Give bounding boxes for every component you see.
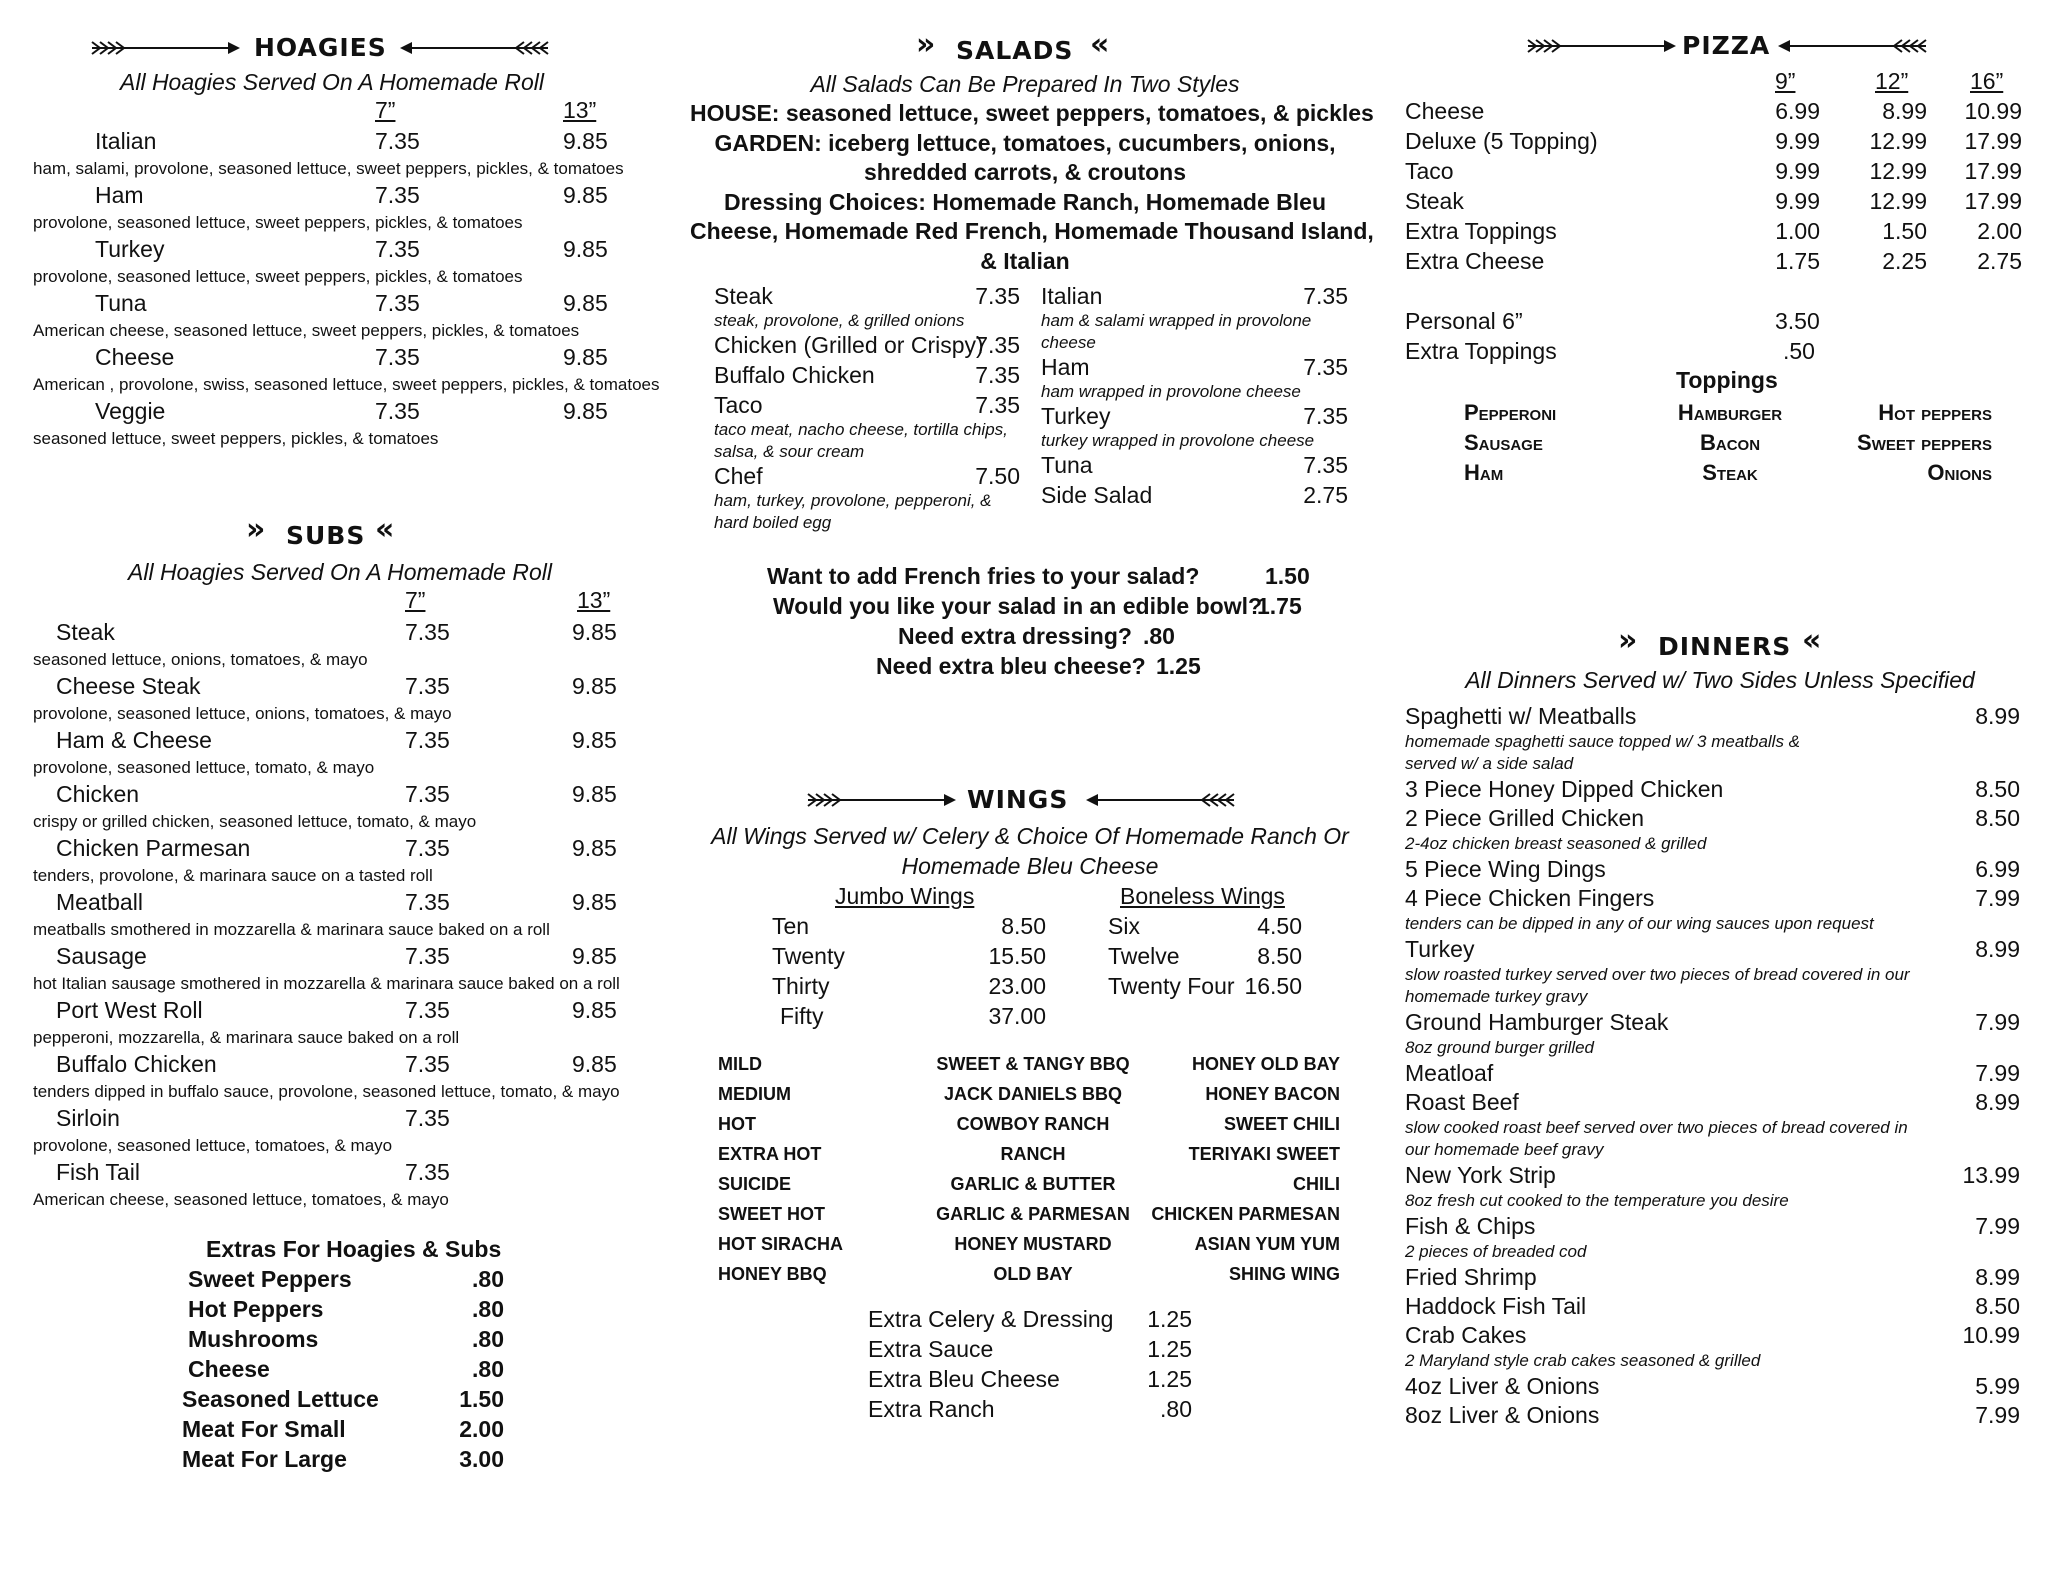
dinner-price: 7.99: [1975, 1009, 2020, 1035]
wing-price: 8.50: [1257, 943, 1302, 969]
pizza-price: 8.99: [1882, 98, 1927, 124]
pizza-name: Extra Cheese: [1405, 248, 1545, 274]
item-description: provolone, seasoned lettuce, onions, tomatoes, & mayo: [33, 704, 452, 723]
addon-price: 1.50: [1265, 563, 1310, 589]
salad-name: Chef: [714, 463, 763, 489]
dinners-subtitle: All Dinners Served w/ Two Sides Unless Specified: [1465, 667, 1975, 693]
menu-item-name: Ham & Cheese: [56, 727, 212, 753]
dinner-name: 4 Piece Chicken Fingers: [1405, 885, 1655, 911]
chevron-right-icon: »: [1618, 623, 1638, 658]
garden-style: GARDEN: iceberg lettuce, tomatoes, cucumbers, onions,: [714, 130, 1336, 156]
garden-style-cont: shredded carrots, & croutons: [863, 159, 1187, 185]
wing-count: Six: [1108, 913, 1140, 939]
pizza-name: Personal 6”: [1405, 308, 1523, 334]
wing-flavor: CHILI: [1293, 1174, 1340, 1194]
menu-item-name: Port West Roll: [56, 997, 203, 1023]
wing-flavor: SWEET HOT: [718, 1204, 825, 1224]
toppings-title: Toppings: [1676, 367, 1778, 393]
dinner-name: Ground Hamburger Steak: [1405, 1009, 1669, 1035]
pizza-price: .50: [1783, 338, 1815, 364]
menu-item-name: Steak: [56, 619, 115, 645]
price-large: 9.85: [563, 344, 608, 370]
wing-flavor: HONEY MUSTARD: [954, 1234, 1112, 1254]
item-description: tenders dipped in buffalo sauce, provolone, seasoned lettuce, tomato, & mayo: [33, 1082, 620, 1101]
wing-flavor: RANCH: [1000, 1144, 1066, 1164]
dinner-name: 5 Piece Wing Dings: [1405, 856, 1606, 882]
topping: Onions: [1927, 460, 1992, 485]
wing-flavor: OLD BAY: [993, 1264, 1073, 1284]
extra-name: Cheese: [188, 1356, 270, 1382]
wing-flavor: GARLIC & BUTTER: [950, 1174, 1116, 1194]
pizza-price: 12.99: [1869, 158, 1927, 184]
pizza-price: 17.99: [1964, 158, 2022, 184]
dressing-choices-cont: & Italian: [980, 248, 1070, 274]
pizza-name: Cheese: [1405, 98, 1485, 124]
topping: Pepperoni: [1464, 400, 1557, 425]
size-header: 13”: [577, 587, 611, 613]
dinner-description: 2 Maryland style crab cakes seasoned & grilled: [1405, 1351, 1761, 1370]
wing-count: Twenty: [772, 943, 845, 969]
salad-name: Turkey: [1041, 403, 1111, 429]
wing-count: Thirty: [772, 973, 830, 999]
price-small: 7.35: [375, 182, 420, 208]
dinner-description: homemade spaghetti sauce topped w/ 3 meatballs &: [1405, 732, 1801, 751]
dinner-price: 6.99: [1975, 856, 2020, 882]
price-small: 7.35: [405, 673, 450, 699]
price-small: 7.35: [405, 1051, 450, 1077]
pizza-name: Deluxe (5 Topping): [1405, 128, 1598, 154]
wing-flavor: HOT: [718, 1114, 756, 1134]
addon-question: Want to add French fries to your salad?: [767, 563, 1200, 589]
wing-extra-price: 1.25: [1147, 1336, 1192, 1362]
topping: Ham: [1464, 460, 1504, 485]
topping: Sausage: [1464, 430, 1543, 455]
wing-price: 37.00: [988, 1003, 1046, 1029]
dinner-description: 8oz fresh cut cooked to the temperature you desire: [1405, 1191, 1789, 1210]
item-description: seasoned lettuce, sweet peppers, pickles, & tomatoes: [33, 429, 439, 448]
dinner-description: tenders can be dipped in any of our wing sauces upon request: [1405, 914, 1874, 933]
pizza-name: Extra Toppings: [1405, 218, 1557, 244]
dinner-name: Meatloaf: [1405, 1060, 1494, 1086]
salad-price: 7.35: [1303, 403, 1348, 429]
price-large: 9.85: [572, 889, 617, 915]
pizza-price: 12.99: [1869, 128, 1927, 154]
pizza-title: PIZZA: [1682, 31, 1771, 60]
pizza-name: Taco: [1405, 158, 1454, 184]
dinner-name: 4oz Liver & Onions: [1405, 1373, 1600, 1399]
wing-flavor: TERIYAKI SWEET: [1188, 1144, 1340, 1164]
price-small: 7.35: [375, 290, 420, 316]
pizza-name: Steak: [1405, 188, 1464, 214]
dinner-price: 8.50: [1975, 805, 2020, 831]
pizza-price: 3.50: [1775, 308, 1820, 334]
salad-description: ham, turkey, provolone, pepperoni, &: [714, 491, 992, 510]
pizza-price: 9.99: [1775, 188, 1820, 214]
extra-price: 1.50: [459, 1386, 504, 1412]
topping: Hot peppers: [1878, 400, 1992, 425]
wing-flavor: COWBOY RANCH: [956, 1114, 1110, 1134]
menu-item-name: Sausage: [56, 943, 147, 969]
wing-flavor: SWEET & TANGY BBQ: [936, 1054, 1130, 1074]
salad-name: Side Salad: [1041, 482, 1153, 508]
menu-item-name: Turkey: [95, 236, 165, 262]
price-large: 9.85: [572, 943, 617, 969]
extra-name: Hot Peppers: [188, 1296, 324, 1322]
extra-price: .80: [472, 1266, 504, 1292]
dinner-price: 7.99: [1975, 1213, 2020, 1239]
pizza-price: 6.99: [1775, 98, 1820, 124]
price-large: 9.85: [563, 398, 608, 424]
price-small: 7.35: [405, 1159, 450, 1185]
salad-description: ham & salami wrapped in provolone: [1041, 311, 1312, 330]
price-large: 9.85: [563, 236, 608, 262]
item-description: ham, salami, provolone, seasoned lettuce, sweet peppers, pickles, & tomatoes: [33, 159, 624, 178]
extra-price: .80: [472, 1356, 504, 1382]
salad-price: 7.50: [975, 463, 1020, 489]
dinner-name: 8oz Liver & Onions: [1405, 1402, 1600, 1428]
item-description: American cheese, seasoned lettuce, tomatoes, & mayo: [33, 1190, 449, 1209]
chevron-right-icon: »: [246, 512, 266, 547]
wing-flavor: SUICIDE: [718, 1174, 792, 1194]
dinner-price: 7.99: [1975, 885, 2020, 911]
salad-price: 7.35: [975, 392, 1020, 418]
dinner-description: 8oz ground burger grilled: [1405, 1038, 1595, 1057]
dinner-name: Roast Beef: [1405, 1089, 1519, 1115]
salad-name: Ham: [1041, 354, 1090, 380]
menu-item-name: Veggie: [95, 398, 166, 424]
dinner-name: Haddock Fish Tail: [1405, 1293, 1587, 1319]
topping: Bacon: [1699, 430, 1761, 455]
wings-subtitle-cont: Homemade Bleu Cheese: [901, 853, 1159, 879]
price-large: 9.85: [572, 997, 617, 1023]
item-description: provolone, seasoned lettuce, sweet peppers, pickles, & tomatoes: [33, 213, 523, 232]
size-header: 7”: [375, 97, 396, 123]
salad-name: Chicken (Grilled or Crispy): [714, 332, 984, 358]
pizza-price: 2.00: [1977, 218, 2022, 244]
addon-question: Need extra dressing?: [898, 623, 1132, 649]
item-description: seasoned lettuce, onions, tomatoes, & mayo: [33, 650, 368, 669]
price-small: 7.35: [375, 236, 420, 262]
dinner-description: our homemade beef gravy: [1405, 1140, 1604, 1159]
price-small: 7.35: [405, 727, 450, 753]
price-small: 7.35: [405, 889, 450, 915]
dinner-description: served w/ a side salad: [1405, 754, 1574, 773]
extra-price: .80: [472, 1296, 504, 1322]
dinner-name: Crab Cakes: [1405, 1322, 1527, 1348]
salad-description: turkey wrapped in provolone cheese: [1041, 431, 1315, 450]
dinner-price: 8.99: [1975, 1264, 2020, 1290]
size-header: 7”: [405, 587, 426, 613]
salads-subtitle: All Salads Can Be Prepared In Two Styles: [810, 71, 1240, 97]
arrow-left-icon: [400, 38, 555, 58]
price-large: 9.85: [572, 673, 617, 699]
dinner-description: 2 pieces of breaded cod: [1405, 1242, 1587, 1261]
extra-name: Mushrooms: [188, 1326, 319, 1352]
menu-item-name: Fish Tail: [56, 1159, 140, 1185]
item-description: American cheese, seasoned lettuce, sweet peppers, pickles, & tomatoes: [33, 321, 580, 340]
pizza-price: 1.00: [1775, 218, 1820, 244]
wings-title: WINGS: [967, 785, 1069, 814]
salad-name: Buffalo Chicken: [714, 362, 875, 388]
wing-price: 16.50: [1244, 973, 1302, 999]
wing-count: Twenty Four: [1108, 973, 1235, 999]
pizza-price: 1.75: [1775, 248, 1820, 274]
price-small: 7.35: [375, 344, 420, 370]
price-large: 9.85: [563, 290, 608, 316]
chevron-left-icon: «: [375, 512, 395, 547]
wing-count: Fifty: [780, 1003, 824, 1029]
price-large: 9.85: [572, 781, 617, 807]
pizza-price: 2.75: [1977, 248, 2022, 274]
dinner-price: 7.99: [1975, 1402, 2020, 1428]
wing-extra-name: Extra Celery & Dressing: [868, 1306, 1114, 1332]
hoagies-title: HOAGIES: [254, 33, 387, 62]
extra-name: Sweet Peppers: [188, 1266, 352, 1292]
dinner-price: 8.99: [1975, 703, 2020, 729]
jumbo-wings-header: Jumbo Wings: [835, 883, 975, 909]
dinner-description: slow cooked roast beef served over two pieces of bread covered in: [1405, 1118, 1908, 1137]
dinner-name: Fish & Chips: [1405, 1213, 1536, 1239]
price-small: 7.35: [405, 997, 450, 1023]
hoagies-subtitle: All Hoagies Served On A Homemade Roll: [120, 69, 544, 95]
salad-name: Steak: [714, 283, 773, 309]
price-small: 7.35: [405, 781, 450, 807]
extra-name: Meat For Small: [182, 1416, 346, 1442]
extra-name: Seasoned Lettuce: [182, 1386, 379, 1412]
salad-name: Taco: [714, 392, 763, 418]
wing-flavor: SWEET CHILI: [1224, 1114, 1340, 1134]
salad-price: 7.35: [975, 332, 1020, 358]
pizza-price: 9.99: [1775, 158, 1820, 184]
dinner-price: 8.99: [1975, 936, 2020, 962]
size-header: 12”: [1875, 68, 1909, 94]
item-description: hot Italian sausage smothered in mozzarella & marinara sauce baked on a roll: [33, 974, 620, 993]
price-small: 7.35: [405, 1105, 450, 1131]
subs-subtitle: All Hoagies Served On A Homemade Roll: [128, 559, 552, 585]
arrow-right-icon: [1524, 36, 1679, 56]
price-large: 9.85: [572, 835, 617, 861]
size-header: 16”: [1970, 68, 2004, 94]
dinner-name: 2 Piece Grilled Chicken: [1405, 805, 1645, 831]
item-description: pepperoni, mozzarella, & marinara sauce baked on a roll: [33, 1028, 460, 1047]
item-description: provolone, seasoned lettuce, tomato, & mayo: [33, 758, 375, 777]
extra-price: .80: [472, 1326, 504, 1352]
extras-title: Extras For Hoagies & Subs: [206, 1236, 502, 1262]
menu-item-name: Italian: [95, 128, 157, 154]
pizza-price: 9.99: [1775, 128, 1820, 154]
salad-description: ham wrapped in provolone cheese: [1041, 382, 1301, 401]
topping: Steak: [1702, 460, 1758, 485]
pizza-price: 2.25: [1882, 248, 1927, 274]
price-large: 9.85: [563, 182, 608, 208]
wing-flavor: HOT SIRACHA: [718, 1234, 843, 1254]
salad-description: cheese: [1041, 333, 1096, 352]
item-description: meatballs smothered in mozzarella & marinara sauce baked on a roll: [33, 920, 550, 939]
dinners-title: DINNERS: [1658, 632, 1792, 661]
chevron-left-icon: «: [1090, 27, 1110, 62]
extra-name: Meat For Large: [182, 1446, 347, 1472]
menu-item-name: Buffalo Chicken: [56, 1051, 217, 1077]
price-large: 9.85: [572, 619, 617, 645]
dinner-price: 7.99: [1975, 1060, 2020, 1086]
extra-price: 2.00: [459, 1416, 504, 1442]
chevron-left-icon: «: [1802, 623, 1822, 658]
wing-extra-name: Extra Sauce: [868, 1336, 994, 1362]
addon-question: Would you like your salad in an edible bowl?: [773, 593, 1263, 619]
arrow-left-icon: [1086, 790, 1241, 810]
arrow-left-icon: [1778, 36, 1933, 56]
salad-price: 7.35: [1303, 354, 1348, 380]
menu-item-name: Sirloin: [56, 1105, 120, 1131]
addon-price: .80: [1143, 623, 1175, 649]
subs-title: SUBS: [286, 521, 366, 550]
menu-item-name: Cheese Steak: [56, 673, 201, 699]
dinner-price: 10.99: [1962, 1322, 2020, 1348]
price-small: 7.35: [405, 619, 450, 645]
dinner-name: Fried Shrimp: [1405, 1264, 1537, 1290]
wing-flavor: HONEY BBQ: [718, 1264, 827, 1284]
dinner-price: 8.50: [1975, 1293, 2020, 1319]
addon-question: Need extra bleu cheese?: [876, 653, 1146, 679]
dinner-description: homemade turkey gravy: [1405, 987, 1588, 1006]
wing-price: 15.50: [988, 943, 1046, 969]
wing-flavor: CHICKEN PARMESAN: [1151, 1204, 1340, 1224]
arrow-right-icon: [88, 38, 243, 58]
dinner-name: New York Strip: [1405, 1162, 1556, 1188]
item-description: American , provolone, swiss, seasoned lettuce, sweet peppers, pickles, & tomatoes: [33, 375, 660, 394]
wing-flavor: HONEY BACON: [1205, 1084, 1340, 1104]
size-header: 13”: [563, 97, 597, 123]
salad-description: hard boiled egg: [714, 513, 832, 532]
size-header: 9”: [1775, 68, 1796, 94]
wing-extra-price: 1.25: [1147, 1306, 1192, 1332]
dinner-price: 8.50: [1975, 776, 2020, 802]
wing-flavor: JACK DANIELS BBQ: [943, 1084, 1122, 1104]
salad-description: salsa, & sour cream: [714, 442, 865, 461]
pizza-price: 17.99: [1964, 128, 2022, 154]
menu-item-name: Tuna: [95, 290, 147, 316]
addon-price: 1.25: [1156, 653, 1201, 679]
dinner-price: 5.99: [1975, 1373, 2020, 1399]
salad-price: 7.35: [975, 283, 1020, 309]
item-description: provolone, seasoned lettuce, sweet peppers, pickles, & tomatoes: [33, 267, 523, 286]
wing-extra-name: Extra Bleu Cheese: [868, 1366, 1060, 1392]
dressing-choices: Dressing Choices: Homemade Ranch, Homemade Bleu: [724, 189, 1326, 215]
dressing-choices-cont: Cheese, Homemade Red French, Homemade Thousand Island,: [690, 218, 1374, 244]
salad-name: Italian: [1041, 283, 1103, 309]
salad-name: Tuna: [1041, 452, 1093, 478]
dinner-name: Spaghetti w/ Meatballs: [1405, 703, 1637, 729]
wing-flavor: EXTRA HOT: [718, 1144, 822, 1164]
wing-extra-price: 1.25: [1147, 1366, 1192, 1392]
arrow-right-icon: [804, 790, 959, 810]
menu-item-name: Chicken Parmesan: [56, 835, 251, 861]
pizza-price: 10.99: [1964, 98, 2022, 124]
dinner-price: 13.99: [1962, 1162, 2020, 1188]
pizza-price: 1.50: [1882, 218, 1927, 244]
salad-price: 7.35: [1303, 283, 1348, 309]
wing-flavor: HONEY OLD BAY: [1191, 1054, 1340, 1074]
price-small: 7.35: [405, 835, 450, 861]
wing-extra-price: .80: [1160, 1396, 1192, 1422]
wings-subtitle: All Wings Served w/ Celery & Choice Of Homemade Ranch Or: [711, 823, 1349, 849]
wing-extra-name: Extra Ranch: [868, 1396, 995, 1422]
price-large: 9.85: [572, 727, 617, 753]
menu-item-name: Chicken: [56, 781, 140, 807]
wing-price: 8.50: [1001, 913, 1046, 939]
salad-description: taco meat, nacho cheese, tortilla chips,: [714, 420, 1008, 439]
wing-price: 4.50: [1257, 913, 1302, 939]
boneless-wings-header: Boneless Wings: [1120, 883, 1285, 909]
addon-price: 1.75: [1257, 593, 1302, 619]
wing-flavor: MILD: [718, 1054, 762, 1074]
wing-count: Twelve: [1108, 943, 1180, 969]
wing-flavor: GARLIC & PARMESAN: [936, 1204, 1130, 1224]
menu-item-name: Meatball: [56, 889, 143, 915]
house-style: HOUSE: seasoned lettuce, sweet peppers, tomatoes, & pickles: [690, 100, 1374, 126]
price-small: 7.35: [375, 398, 420, 424]
salad-price: 7.35: [975, 362, 1020, 388]
salad-price: 2.75: [1303, 482, 1348, 508]
price-small: 7.35: [375, 128, 420, 154]
dinner-name: 3 Piece Honey Dipped Chicken: [1405, 776, 1724, 802]
dinner-price: 8.99: [1975, 1089, 2020, 1115]
dinner-description: 2-4oz chicken breast seasoned & grilled: [1405, 834, 1707, 853]
item-description: provolone, seasoned lettuce, tomatoes, & mayo: [33, 1136, 393, 1155]
topping: Sweet peppers: [1857, 430, 1992, 455]
item-description: crispy or grilled chicken, seasoned lettuce, tomato, & mayo: [33, 812, 477, 831]
topping: Hamburger: [1677, 400, 1783, 425]
dinner-description: slow roasted turkey served over two pieces of bread covered in our: [1405, 965, 1910, 984]
price-large: 9.85: [563, 128, 608, 154]
pizza-price: 17.99: [1964, 188, 2022, 214]
wing-price: 23.00: [988, 973, 1046, 999]
pizza-name: Extra Toppings: [1405, 338, 1557, 364]
item-description: tenders, provolone, & marinara sauce on a tasted roll: [33, 866, 433, 885]
wing-flavor: SHING WING: [1229, 1264, 1340, 1284]
salad-description: steak, provolone, & grilled onions: [714, 311, 965, 330]
menu-item-name: Cheese: [95, 344, 175, 370]
price-large: 9.85: [572, 1051, 617, 1077]
salad-price: 7.35: [1303, 452, 1348, 478]
dinner-name: Turkey: [1405, 936, 1475, 962]
extra-price: 3.00: [459, 1446, 504, 1472]
price-small: 7.35: [405, 943, 450, 969]
wing-flavor: ASIAN YUM YUM: [1194, 1234, 1340, 1254]
menu-item-name: Ham: [95, 182, 144, 208]
chevron-right-icon: »: [916, 27, 936, 62]
wing-flavor: MEDIUM: [718, 1084, 791, 1104]
wing-count: Ten: [772, 913, 810, 939]
salads-title: SALADS: [956, 36, 1074, 65]
pizza-price: 12.99: [1869, 188, 1927, 214]
